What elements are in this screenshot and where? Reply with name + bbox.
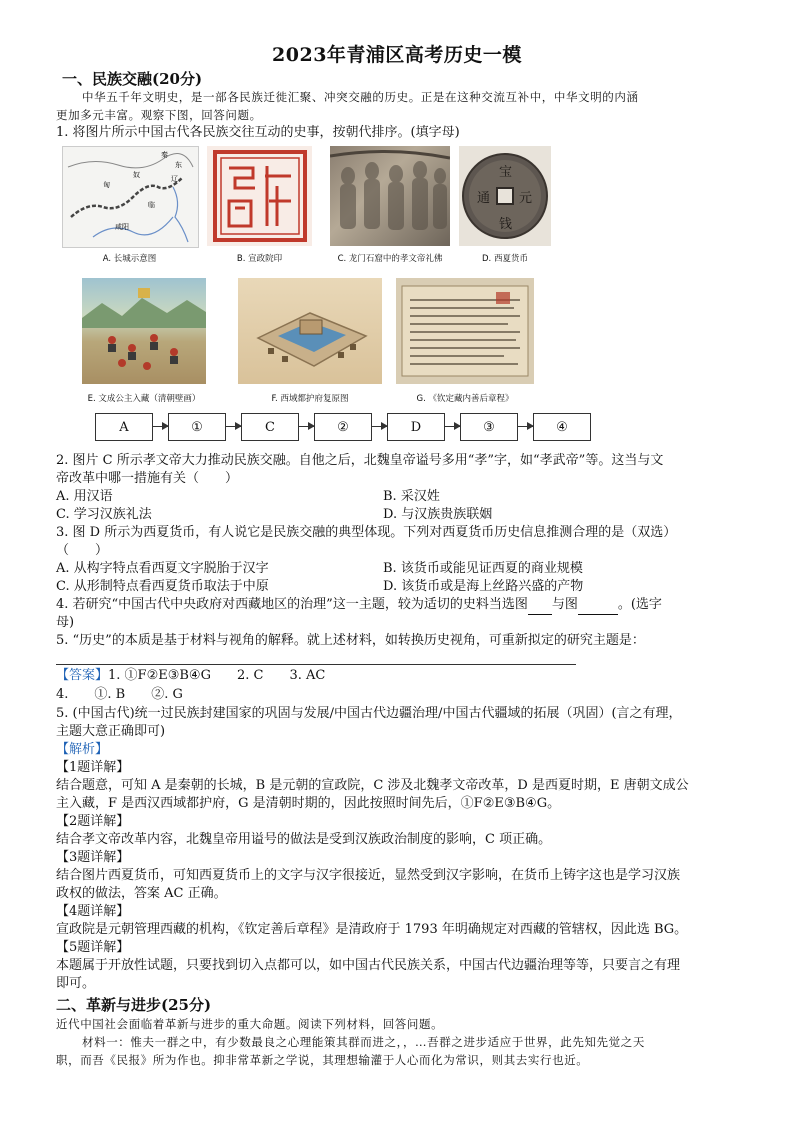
detail-5-line1: 本题属于开放性试题，只要找到切入点都可以，如中国古代民族关系，中国古代边疆治理等等，只要言之有理 (56, 958, 681, 973)
detail-5-heading: 【5题详解】 (56, 940, 130, 955)
flow-arrow (518, 426, 533, 427)
flow-box-5: D (387, 413, 445, 441)
mural-drawing (82, 278, 206, 384)
question-2-line1: 2. 图片 C 所示孝文帝大力推动民族交融。自他之后，北魏皇帝谥号多用“孝”字，如“孝武帝”等。这当与文 (56, 453, 664, 468)
detail-2-heading: 【2题详解】 (56, 814, 130, 829)
xixia-coin-image (459, 146, 551, 246)
caption-d: D. 西夏货币 (482, 254, 528, 264)
page-title: 2023年青浦区高考历史一模 (272, 44, 522, 66)
relief-drawing (330, 146, 450, 246)
princess-wencheng-mural-image (82, 278, 206, 384)
flow-arrow (153, 426, 168, 427)
xuanzheng-seal-image (207, 146, 312, 246)
caption-g: G. 《钦定藏内善后章程》 (416, 394, 514, 404)
section-1-intro-line2: 更加多元丰富。观察下图，回答问题。 (56, 108, 262, 122)
flow-box-2: ① (168, 413, 226, 441)
detail-3-line1: 结合图片西夏货币，可知西夏货币上的文字与汉字很接近，显然受到汉字影响，在货币上铸字这也是学习汉族 (56, 868, 681, 883)
coin-drawing (459, 146, 551, 246)
detail-1-heading: 【1题详解】 (56, 760, 130, 775)
detail-1-line1: 结合题意，可知 A 是秦朝的长城，B 是元朝的宣政院，C 涉及北魏孝文帝改革，D 是西夏时期，E 唐朝文成公 (56, 778, 689, 793)
section-1-intro-line1: 中华五千年文明史，是一部各民族迁徙汇聚、冲突交融的历史。正是在这种交流互补中，中华文明的内涵 (82, 90, 639, 104)
answer-line-5a: 5. (中国古代)统一过民族封建国家的巩固与发展/中国古代边疆治理/中国古代疆域的拓展（巩固）(言之有理， (56, 706, 682, 721)
answer-line-4: 4. ①. B ②. G (56, 687, 183, 702)
answer-line-1 (56, 667, 325, 685)
coin-char: 钱 (499, 217, 513, 232)
section-2-heading: 二、革新与进步(25分) (56, 996, 212, 1014)
material-1-line1: 材料一：惟夫一群之中，有少数最良之心理能策其群而进之，，…吾群之进步适应于世界，此先知先觉之天 (82, 1035, 645, 1049)
qing-regulations-document-image (396, 278, 534, 384)
flow-box-4: ② (314, 413, 372, 441)
longmen-relief-image (330, 146, 450, 246)
question-2-option-a: A. 用汉语 (56, 489, 113, 504)
detail-3-heading: 【3题详解】 (56, 850, 130, 865)
question-3-line2: （ ） (56, 543, 109, 558)
flow-box-1: A (95, 413, 153, 441)
caption-a: A. 长城示意图 (102, 254, 157, 264)
map-label: 辽 (171, 175, 178, 183)
question-4-connector: 与图 (551, 597, 578, 612)
caption-f: F. 西域都护府复原图 (271, 394, 349, 404)
question-3-line1: 3. 图 D 所示为西夏货币，有人说它是民族交融的典型体现。下列对西夏货币历史信息推测合理的是（双选） (56, 525, 677, 540)
question-3-option-c: C. 从形制特点看西夏货币取法于中原 (56, 579, 269, 594)
detail-3-line2: 政权的做法，答案 AC 正确。 (56, 886, 227, 901)
flow-box-7: ④ (533, 413, 591, 441)
answer-values: 1. ①F②E③B④G 2. C 3. AC (108, 668, 326, 683)
coin-char: 通 (477, 191, 491, 206)
section-1-heading: 一、民族交融(20分) (62, 70, 203, 88)
map-label: 秦 (161, 151, 168, 159)
question-4-text: 4. 若研究“中国古代中央政府对西藏地区的治理”这一主题，较为适切的史料当选图 (56, 597, 528, 612)
question-3-option-a: A. 从构字特点看西夏文字脱胎于汉字 (56, 561, 269, 576)
caption-c: C. 龙门石窟中的孝文帝礼佛 (337, 254, 443, 264)
map-label: 咸阳 (115, 223, 129, 231)
map-label: 临 (148, 201, 155, 209)
map-label: 奴 (133, 171, 140, 179)
detail-4-heading: 【4题详解】 (56, 904, 130, 919)
detail-4-line1: 宣政院是元朝管理西藏的机构，《钦定善后章程》是清政府于 1793 年明确规定对西藏的管辖权，因此选 BG。 (56, 922, 688, 937)
question-4-line2: 母) (56, 615, 75, 630)
coin-char: 元 (519, 191, 533, 206)
question-4-tail: 。(选字 (617, 597, 662, 612)
caption-b: B. 宣政院印 (236, 254, 283, 264)
section-2-intro: 近代中国社会面临着革新与进步的重大命题。阅读下列材料，回答问题。 (56, 1017, 444, 1031)
map-label: 东 (175, 161, 182, 169)
question-5: 5. “历史”的本质是基于材料与视角的解释。就上述材料，如转换历史视角，可重新拟定的研究主题是： (56, 633, 645, 648)
detail-2-line1: 结合孝文帝改革内容，北魏皇帝用谥号的做法是受到汉族政治制度的影响，C 项正确。 (56, 832, 552, 847)
answer-blank-1[interactable] (528, 596, 552, 615)
fortress-drawing (238, 278, 382, 384)
detail-5-line2: 即可。 (56, 976, 96, 991)
material-1-line2: 职，而吾《民报》所为作也。抑非常革新之学说，其理想输灌于人心而化为常识，则其去实行也近。 (56, 1053, 589, 1067)
analysis-label: 【解析】 (56, 742, 109, 757)
question-3-option-d: D. 该货币或是海上丝路兴盛的产物 (383, 579, 584, 594)
flow-arrow (226, 426, 241, 427)
question-4-line1 (56, 596, 662, 615)
flow-box-6: ③ (460, 413, 518, 441)
protectorate-reconstruction-image (238, 278, 382, 384)
seal-drawing (207, 146, 312, 246)
question-1: 1. 将图片所示中国古代各民族交往互动的史事，按朝代排序。(填字母) (56, 125, 460, 140)
flow-arrow (372, 426, 387, 427)
question-2-option-d: D. 与汉族贵族联姻 (383, 507, 493, 522)
answer-label: 【答案】 (56, 668, 109, 683)
flow-arrow (445, 426, 460, 427)
detail-1-line2: 主入藏，F 是西汉西域都护府，G 是清朝时期的，因此按照时间先后，①F②E③B④G。 (56, 796, 561, 811)
flow-box-3: C (241, 413, 299, 441)
caption-e: E. 文成公主入藏（清朝壁画） (87, 394, 201, 404)
map-drawing (63, 147, 198, 247)
question-3-option-b: B. 该货币或能见证西夏的商业规模 (383, 561, 583, 576)
flow-arrow (299, 426, 314, 427)
question-2-line2: 帝改革中哪一措施有关（ ） (56, 471, 239, 486)
question-5-answer-line[interactable] (56, 664, 576, 665)
coin-char: 宝 (499, 165, 513, 180)
map-label: 匈 (103, 181, 110, 189)
answer-blank-2[interactable] (578, 596, 618, 615)
great-wall-map-image (62, 146, 199, 248)
question-2-option-c: C. 学习汉族礼法 (56, 507, 152, 522)
question-2-option-b: B. 采汉姓 (383, 489, 440, 504)
answer-line-5b: 主题大意正确即可) (56, 724, 166, 739)
document-drawing (396, 278, 534, 384)
